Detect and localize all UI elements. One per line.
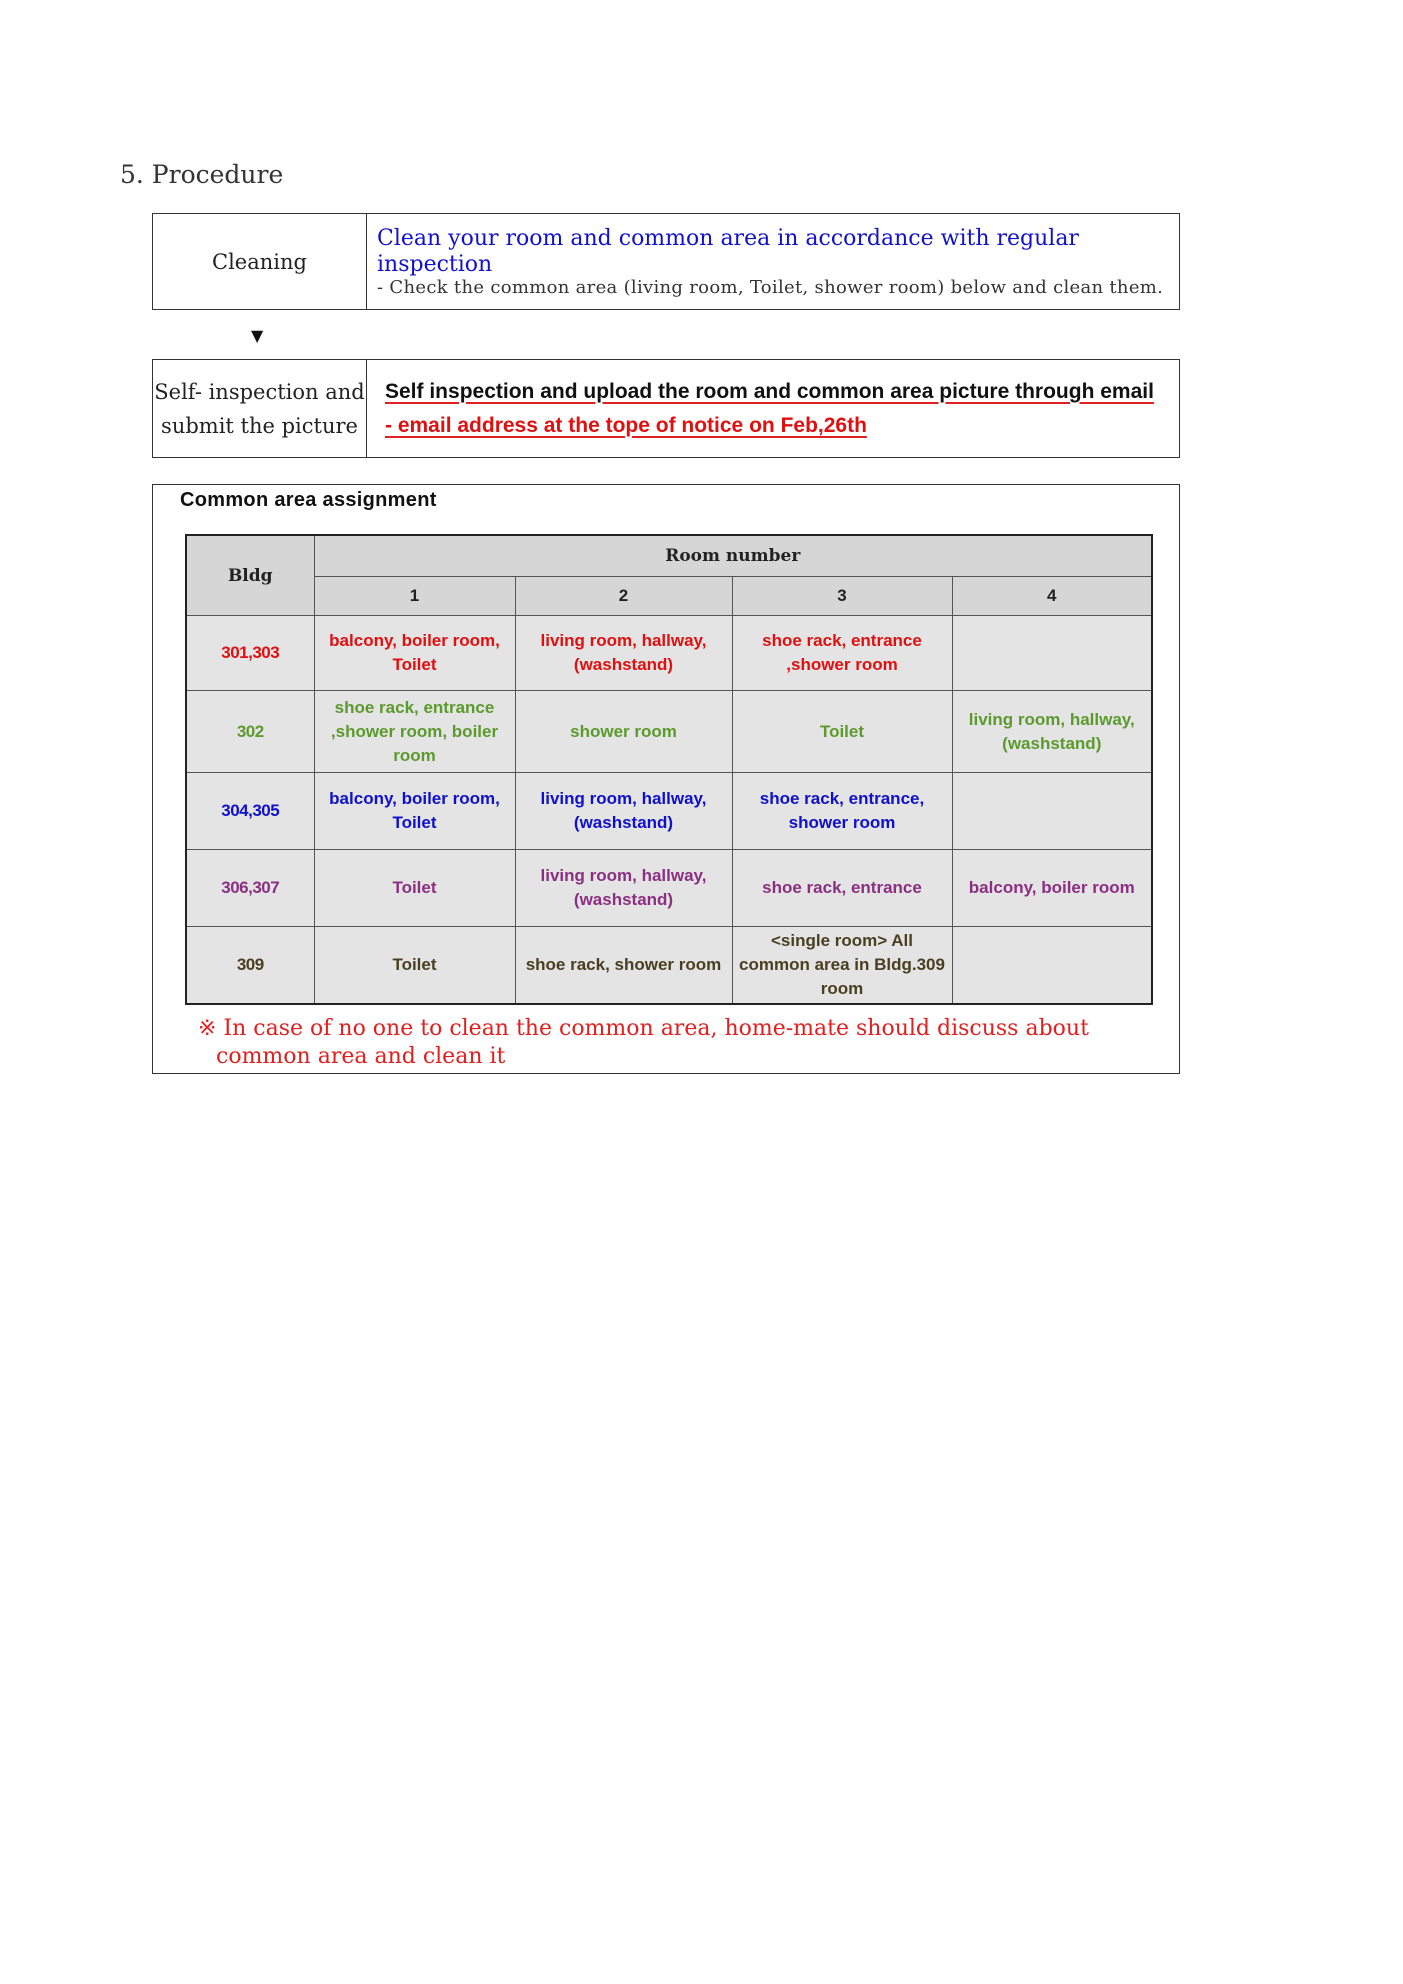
assignment-cell: balcony, boiler room xyxy=(952,850,1152,927)
assignment-cell: Toilet xyxy=(732,690,952,773)
assignment-cell: balcony, boiler room, Toilet xyxy=(314,616,515,691)
cleaning-sub-text: - Check the common area (living room, Toilet, shower room) below and clean them. xyxy=(377,276,1164,298)
common-area-box xyxy=(152,484,1180,1074)
assignment-cell: shoe rack, shower room xyxy=(515,926,732,1004)
assignment-cell: shoe rack, entrance, shower room xyxy=(732,773,952,850)
assignment-cell: living room, hallway,(washstand) xyxy=(515,616,732,691)
room-column-header: 4 xyxy=(952,577,1152,616)
bldg-cell: 304,305 xyxy=(186,773,314,850)
self-inspection-label-line2: submit the picture xyxy=(161,413,358,438)
room-column-header: 2 xyxy=(515,577,732,616)
common-area-table xyxy=(185,534,1153,1005)
assignment-cell: balcony, boiler room, Toilet xyxy=(314,773,515,850)
table-row xyxy=(186,773,1152,850)
common-area-title: Common area assignment xyxy=(180,489,437,511)
assignment-cell: <single room> All common area in Bldg.309 room xyxy=(732,926,952,1004)
section-title: 5. Procedure xyxy=(120,160,284,189)
assignment-cell xyxy=(952,773,1152,850)
bldg-cell: 301,303 xyxy=(186,616,314,691)
table-row xyxy=(186,690,1152,773)
assignment-cell xyxy=(952,926,1152,1004)
note-line-2: common area and clean it xyxy=(216,1044,506,1069)
bldg-cell: 302 xyxy=(186,690,314,773)
bldg-cell: 309 xyxy=(186,926,314,1004)
table-row xyxy=(186,616,1152,691)
cleaning-label: Cleaning xyxy=(153,214,367,309)
assignment-cell: shoe rack, entrance ,shower room xyxy=(732,616,952,691)
self-inspection-step xyxy=(152,359,1180,458)
cleaning-description xyxy=(367,214,1179,309)
assignment-cell: living room, hallway,(washstand) xyxy=(515,850,732,927)
room-column-header: 1 xyxy=(314,577,515,616)
bldg-cell: 306,307 xyxy=(186,850,314,927)
assignment-cell: shower room xyxy=(515,690,732,773)
down-arrow-icon: ▼ xyxy=(251,326,264,345)
assignment-cell: shoe rack, entrance ,shower room, boiler room xyxy=(314,690,515,773)
room-column-header: 3 xyxy=(732,577,952,616)
note-text xyxy=(198,1015,1128,1071)
assignment-cell: living room, hallway,(washstand) xyxy=(952,690,1152,773)
assignment-cell: shoe rack, entrance xyxy=(732,850,952,927)
cleaning-main-text: Clean your room and common area in accordance with regular inspection xyxy=(377,225,1079,277)
self-inspection-sub-text: - email address at the tope of notice on Feb,26th xyxy=(385,413,867,437)
note-line-1: ※ In case of no one to clean the common area, home-mate should discuss about xyxy=(198,1016,1089,1041)
assignment-cell: Toilet xyxy=(314,926,515,1004)
assignment-cell: Toilet xyxy=(314,850,515,927)
self-inspection-main-text: Self inspection and upload the room and common area picture through email xyxy=(385,379,1154,403)
assignment-cell: living room, hallway,(washstand) xyxy=(515,773,732,850)
cleaning-step xyxy=(152,213,1180,310)
assignment-cell xyxy=(952,616,1152,691)
self-inspection-label-line1: Self- inspection and xyxy=(154,379,365,404)
table-row xyxy=(186,850,1152,927)
table-row xyxy=(186,926,1152,1004)
self-inspection-label xyxy=(153,360,367,457)
bldg-header: Bldg xyxy=(186,535,314,616)
room-number-header: Room number xyxy=(314,535,1152,577)
self-inspection-description xyxy=(367,360,1179,457)
